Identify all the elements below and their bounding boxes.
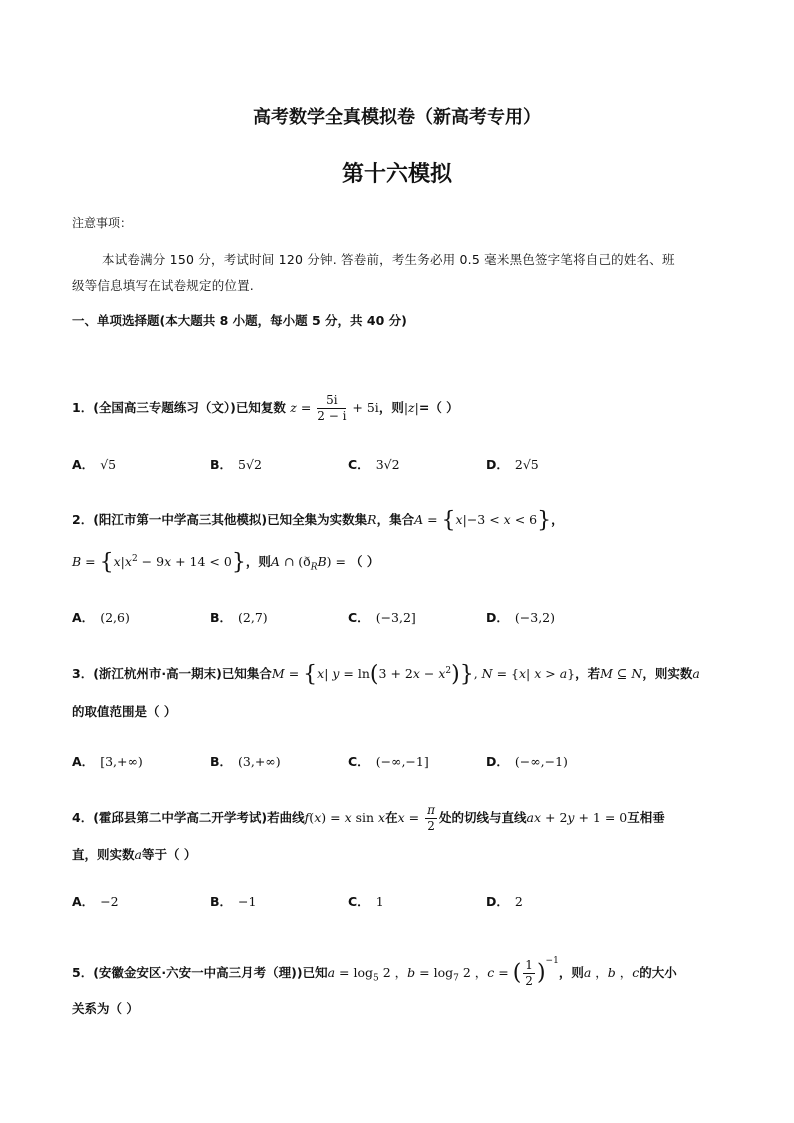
question-4 [72, 800, 665, 836]
exam-title: 高考数学全真模拟卷（新高考专用） [253, 107, 541, 128]
option-b[interactable] [210, 608, 268, 626]
notice-line-2: 级等信息填写在试卷规定的位置. [72, 278, 254, 293]
option-label: A． [72, 610, 95, 625]
option-c[interactable] [348, 608, 416, 626]
question-source: (安徽金安区·六安一中高三月考（理)) [93, 965, 303, 980]
option-c[interactable] [348, 892, 384, 910]
question-5: 5．(安徽金安区·六安一中高三月考（理))已知$a = \log_5 2$ ，$b = \log_7 2$ ，c = ( $\frac{1}{2}$ )$^{-1}$，则a ，b ，c的大小 [72, 956, 677, 988]
question-text: 处的切线与直线 [439, 810, 527, 825]
math-formula: M = {x| $y = \ln(3 + 2x - x^2)$}, N = {x| x > a} [271, 662, 576, 687]
question-text: ，则 [378, 400, 404, 415]
math-formula: $B = \{x|x^2 - 9x + 14 < 0\}$ [72, 550, 246, 575]
math-formula: a ，b ，c [583, 965, 640, 980]
option-value: (−3,2] [375, 610, 416, 625]
option-a[interactable] [72, 892, 119, 910]
question-source: (浙江杭州市·高一期末) [93, 666, 222, 681]
notice-label: 注意事项： [72, 216, 133, 230]
option-value: 2√5 [514, 457, 539, 472]
option-a[interactable] [72, 455, 116, 473]
question-4-line-2 [72, 845, 196, 863]
question-number: 2． [72, 512, 94, 527]
option-label: D． [486, 894, 509, 909]
question-text: ，则 [245, 554, 271, 569]
math-fraction: $\frac{\pi}{2}$ [427, 803, 435, 833]
question-1: 1．(全国高三专题练习（文）)已知复数 z = $\frac{5i}{2 - i}$ + 5i，则|z|=（ ） [72, 393, 459, 423]
option-value: √5 [100, 457, 117, 472]
option-value: 2 [514, 894, 523, 909]
math-formula: A ∩ $(ð_RB)$ = [270, 554, 350, 573]
option-label: B． [210, 457, 233, 472]
question-text: 直，则实数 [72, 847, 135, 862]
question-text: ，若 [575, 666, 601, 681]
math-formula: |z| [403, 400, 419, 415]
math-formula: $a = \log_5 2$ ，$b = \log_7 2$ ，c = [327, 965, 513, 984]
question-source: (霍邱县第二中学高二开学考试) [93, 810, 268, 825]
option-label: D． [486, 457, 509, 472]
math-formula: a [692, 666, 700, 681]
question-number: 3． [72, 666, 94, 681]
question-3-line-2: 的取值范围是（ ） [72, 704, 177, 719]
math-fraction: $\frac{5i}{2 - i}$ [317, 393, 347, 423]
question-source: (阳江市第一中学高三其他模拟) [93, 512, 268, 527]
question-text: 互相垂 [627, 810, 665, 825]
question-source: (全国高三专题练习（文）) [93, 400, 236, 415]
question-text: ， [551, 512, 564, 527]
option-c[interactable] [348, 752, 429, 770]
option-label: B． [210, 894, 233, 909]
option-value: (−∞,−1] [375, 754, 429, 769]
question-text: 已知全集为实数集 [267, 512, 368, 527]
question-text: 在 [385, 810, 398, 825]
option-value: 1 [375, 894, 384, 909]
math-formula: A = {x|−3 < x < 6} [414, 508, 552, 533]
question-text: =（ ） [418, 400, 459, 415]
option-value: (3,+∞) [238, 754, 281, 769]
question-text: 的大小 [639, 965, 677, 980]
option-d[interactable] [486, 608, 555, 626]
notice-line-1: 本试卷满分 150 分，考试时间 120 分钟. 答卷前，考生务必用 0.5 毫米黑色签字笔将自己的姓名、班 [102, 252, 675, 267]
option-label: D． [486, 610, 509, 625]
math-formula: z [290, 400, 297, 415]
option-value: 5√2 [238, 457, 262, 472]
question-number: 4． [72, 810, 94, 825]
question-text: （ ） [349, 554, 380, 569]
option-b[interactable] [210, 892, 256, 910]
math-formula: a [134, 847, 142, 862]
question-text: ，集合 [376, 512, 415, 527]
question-text: 已知复数 [235, 400, 286, 415]
option-value: −2 [100, 894, 119, 909]
question-text: ，则 [558, 965, 584, 980]
math-fraction: $\frac{1}{2}$ [525, 958, 533, 988]
math-formula: f(x) = x sin x [304, 810, 386, 825]
option-c[interactable] [348, 455, 400, 473]
question-number: 1． [72, 400, 94, 415]
option-value: −1 [238, 894, 257, 909]
question-text: ，则实数 [642, 666, 693, 681]
math-formula: M ⊆ N [600, 666, 643, 681]
math-formula: R [367, 512, 377, 527]
option-b[interactable] [210, 455, 262, 473]
option-label: A． [72, 894, 95, 909]
option-a[interactable] [72, 752, 143, 770]
option-label: A． [72, 457, 95, 472]
question-number: 5． [72, 965, 94, 980]
question-text: 若曲线 [267, 810, 305, 825]
option-value: (−∞,−1) [514, 754, 568, 769]
math-formula: x = [397, 810, 424, 825]
option-d[interactable] [486, 455, 539, 473]
option-d[interactable] [486, 752, 568, 770]
option-label: B． [210, 610, 233, 625]
option-label: A． [72, 754, 95, 769]
option-label: B． [210, 754, 233, 769]
question-3 [72, 662, 700, 687]
option-label: C． [348, 610, 370, 625]
option-label: C． [348, 754, 370, 769]
option-value: (2,6) [100, 610, 130, 625]
option-value: 3√2 [375, 457, 400, 472]
math-formula: ax + 2y + 1 = 0 [526, 810, 628, 825]
exam-subtitle: 第十六模拟 [341, 162, 452, 187]
option-label: D． [486, 754, 509, 769]
option-b[interactable] [210, 752, 281, 770]
question-text: 等于（ ） [141, 847, 197, 862]
option-label: C． [348, 894, 370, 909]
question-text: 已知集合 [221, 666, 272, 681]
question-2 [72, 508, 564, 533]
question-2-line-2 [72, 550, 379, 575]
option-value: [3,+∞) [100, 754, 143, 769]
section-heading: 一、单项选择题(本大题共 8 小题，每小题 5 分，共 40 分) [72, 313, 407, 328]
option-d[interactable] [486, 892, 523, 910]
option-label: C． [348, 457, 370, 472]
question-text: 已知 [302, 965, 328, 980]
option-a[interactable] [72, 608, 130, 626]
option-value: (2,7) [238, 610, 268, 625]
option-value: (−3,2) [514, 610, 555, 625]
question-5-line-2: 关系为（ ） [72, 1001, 139, 1016]
